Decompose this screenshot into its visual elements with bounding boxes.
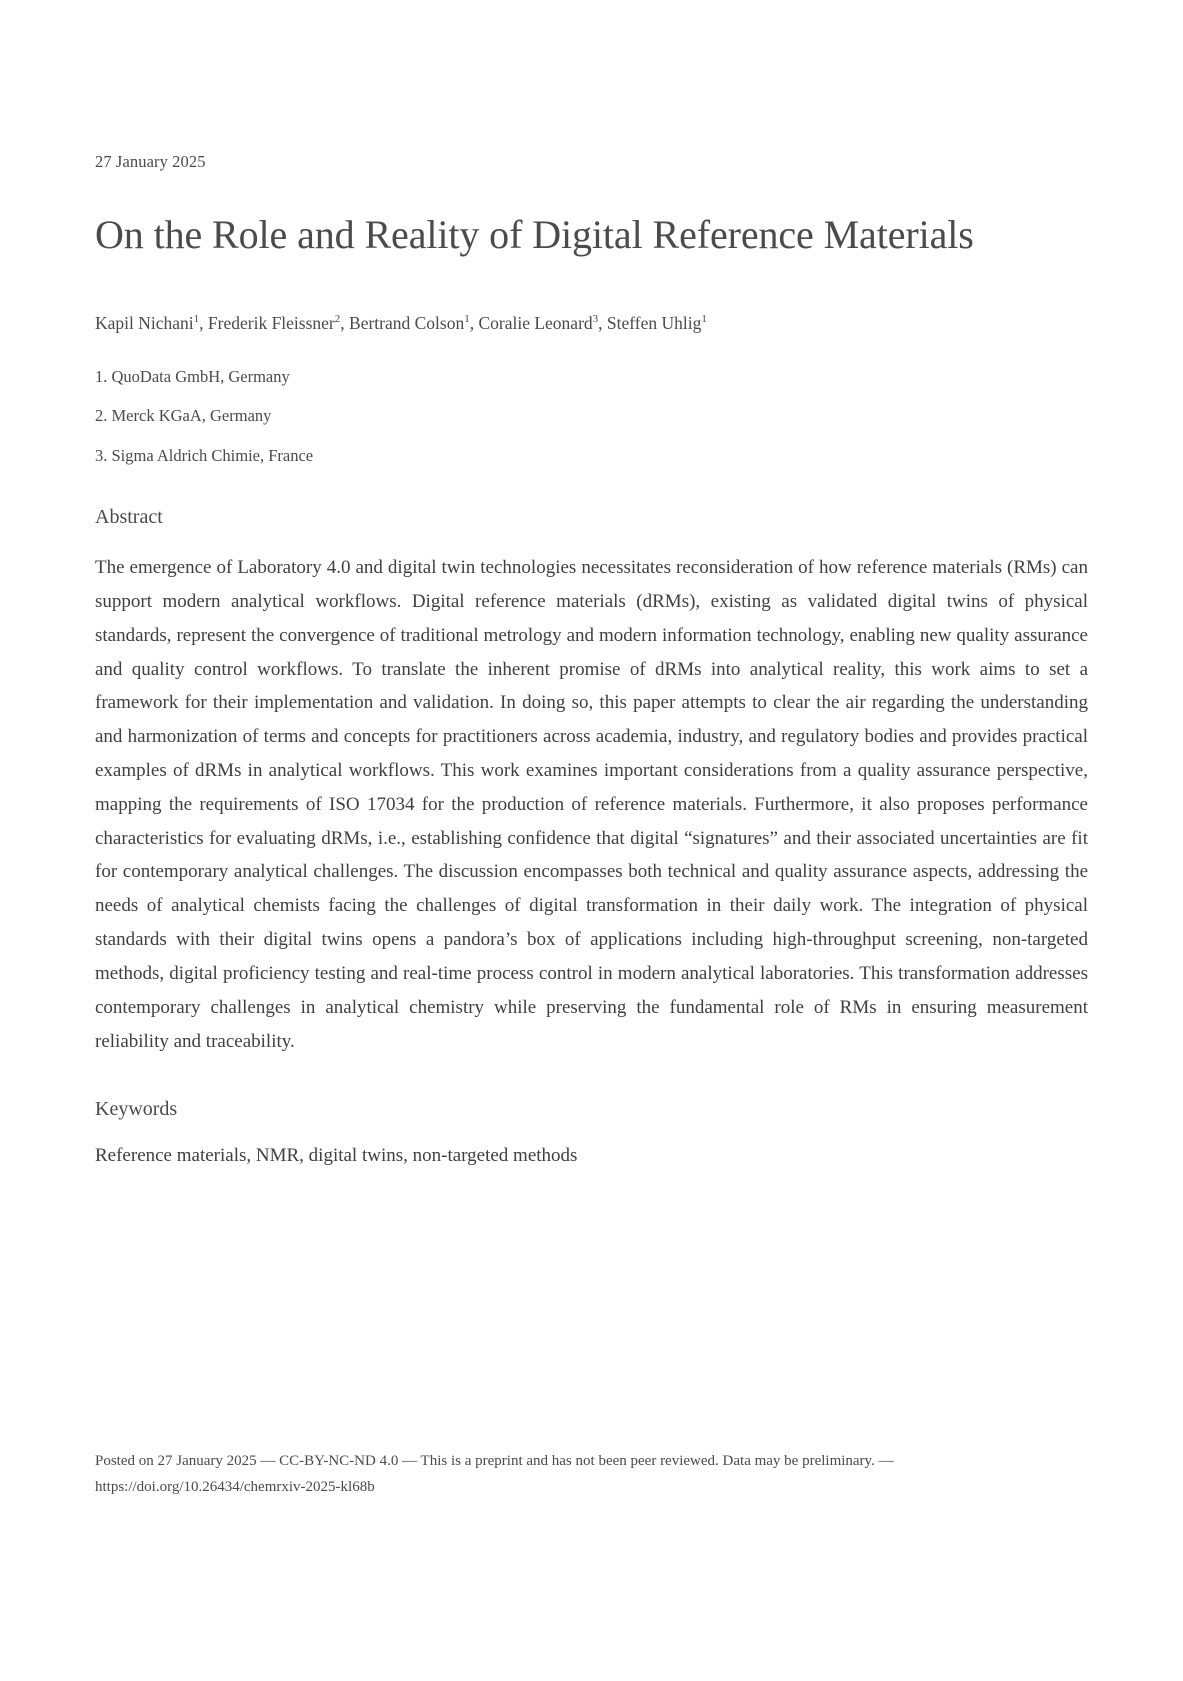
- publication-date: 27 January 2025: [95, 152, 206, 171]
- paper-content: [95, 0, 1088, 1190]
- affiliation-item: 2. Merck KGaA, Germany: [95, 406, 272, 426]
- author-separator: ,: [199, 313, 208, 334]
- abstract-heading: Abstract: [95, 506, 163, 529]
- author-item: [208, 313, 340, 333]
- page-title: On the Role and Reality of Digital Reference Materials: [95, 212, 974, 257]
- author-separator: ,: [598, 313, 607, 334]
- affiliation-item: 1. QuoData GmbH, Germany: [95, 366, 290, 386]
- author-name: Bertrand Colson: [349, 313, 465, 334]
- author-name: Steffen Uhlig: [606, 313, 702, 334]
- page-footer: [95, 1448, 1088, 1501]
- footer-doi-link[interactable]: https://doi.org/10.26434/chemrxiv-2025-kl68b: [95, 1479, 375, 1496]
- author-separator: ,: [469, 313, 479, 334]
- abstract-text: The emergence of Laboratory 4.0 and digital twin technologies necessitates reconsideration of how reference materials (RMs) can support modern analytical workflows. Digital reference materials (dRMs), existing as validated digital twins of physical standards, represent the convergence of traditional metrology and modern information technology, enabling new quality assurance and quality control workflows. To translate the inherent promise of dRMs into analytical reality, this work aims to set a framework for their implementation and validation. In doing so, this paper attempts to clear the air regarding the understanding and harmonization of terms and concepts for practitioners across academia, industry, and regulatory bodies and provides practical examples of dRMs in analytical workflows. This work examines important considerations from a quality assurance perspective, mapping the requirements of ISO 17034 for the production of reference materials. Furthermore, it also proposes performance characteristics for evaluating dRMs, i.e., establishing confidence that digital “signatures” and their associated uncertainties are fit for contemporary analytical challenges. The discussion encompasses both technical and quality assurance aspects, addressing the needs of analytical chemists facing the challenges of digital transformation in their daily work. The integration of physical standards with their digital twins opens a pandora’s box of applications including high-throughput screening, non-targeted methods, digital proficiency testing and real-time process control in modern analytical laboratories. This transformation addresses contemporary challenges in analytical chemistry while preserving the fundamental role of RMs in ensuring measurement reliability and traceability.: [95, 557, 1088, 1052]
- keywords-text: Reference materials, NMR, digital twins, non-targeted methods: [95, 1145, 578, 1167]
- author-affiliation-marker: 1: [193, 313, 200, 326]
- author-name: Coralie Leonard: [478, 313, 593, 334]
- author-affiliation-marker: 3: [592, 313, 599, 326]
- author-item: [349, 313, 470, 333]
- author-affiliation-marker: 2: [334, 313, 341, 326]
- keywords-heading: Keywords: [95, 1098, 178, 1121]
- author-name: Kapil Nichani: [95, 313, 194, 334]
- author-separator: ,: [340, 313, 350, 334]
- author-affiliation-marker: 1: [701, 313, 707, 326]
- affiliation-item: 3. Sigma Aldrich Chimie, France: [95, 445, 314, 465]
- author-affiliation-marker: 1: [464, 313, 470, 326]
- affiliation-list: [95, 366, 1088, 465]
- author-name: Frederik Fleissner: [207, 313, 335, 334]
- author-item: [95, 313, 199, 333]
- author-item: [607, 313, 707, 333]
- footer-license-text: Posted on 27 January 2025 — CC-BY-NC-ND 4.0 — This is a preprint and has not been peer reviewed. Data may be preliminary. —: [95, 1453, 894, 1469]
- author-item: [478, 313, 598, 333]
- author-list: [95, 310, 1088, 336]
